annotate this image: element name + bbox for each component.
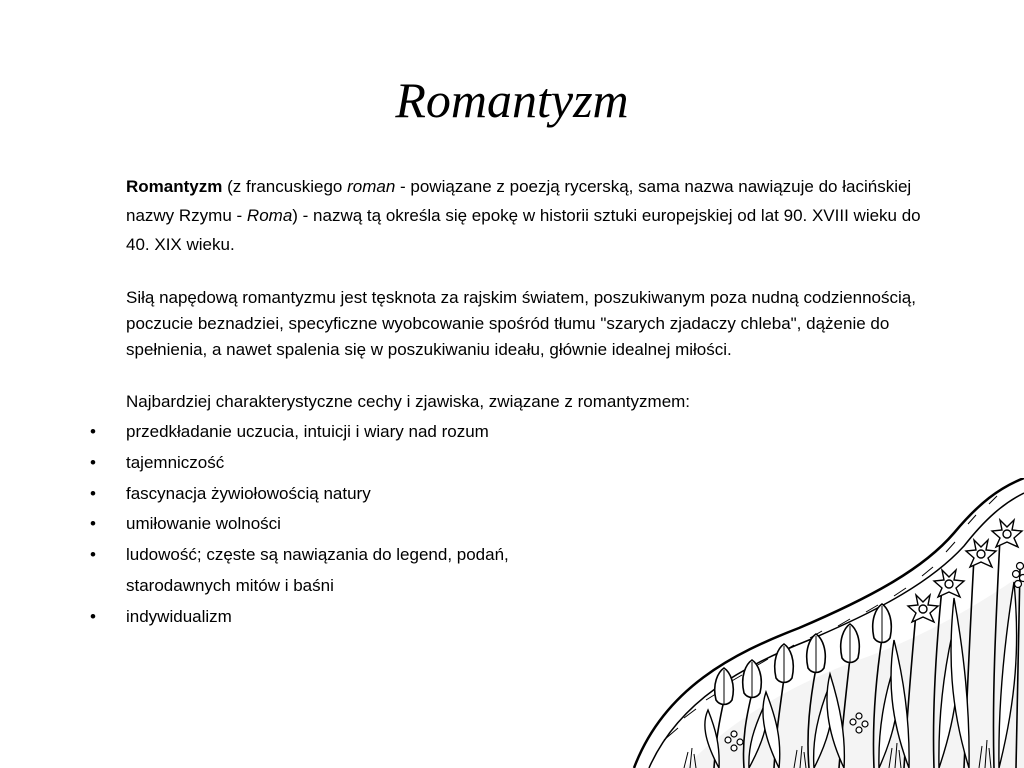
flower-garden-illustration-icon (624, 478, 1024, 768)
paragraph-gap (126, 259, 946, 285)
bullet-icon: • (90, 545, 96, 565)
bullet-icon: • (90, 606, 96, 626)
list-item-text: przedkładanie uczucia, intuicji i wiary nad rozum (126, 422, 489, 441)
list-item (90, 448, 946, 479)
list-item-text: indywidualizm (126, 606, 232, 626)
paragraph-gap (126, 363, 946, 387)
motive-paragraph: Siłą napędową romantyzmu jest tęsknota za rajskim światem, poszukiwanym poza nudną codziennością, poczucie beznadziei, specyficzne wyobcowanie spośród tłumu "szarych zjadaczy chleba", dążenie do spełnienia, a nawet spalenia się w poszukiwaniu ideału, głównie idealnej miłości. (126, 288, 916, 359)
list-item-text: fascynacja żywiołowością natury (126, 483, 371, 503)
intro-text-2: - powiązane z poezją rycerską, sama nazwa nawiązuje do łacińskiej nazwy Rzymu - (126, 177, 912, 225)
intro-text-3: ) - nazwą tą określa się epokę w historii sztuki europejskiej od lat 90. XVIII wieku do 40. XIX wieku. (126, 206, 921, 254)
slide-title: Romantyzm (395, 72, 629, 128)
intro-paragraph (126, 172, 946, 259)
list-item-text: ludowość; częste są nawiązania do legend, podań, (126, 545, 509, 565)
intro-term: Romantyzm (126, 177, 223, 196)
list-item (90, 417, 946, 448)
list-item-text: starodawnych mitów i baśni (126, 575, 334, 595)
bullet-icon: • (90, 422, 96, 441)
intro-text-1: (z francuskiego (222, 177, 348, 196)
intro-word-roman: roman (347, 177, 396, 196)
features-lead: Najbardziej charakterystyczne cechy i zjawiska, związane z romantyzmem: (126, 392, 691, 411)
list-item-text: umiłowanie wolności (126, 514, 281, 534)
intro-word-roma: Roma (246, 206, 293, 225)
list-item-text: tajemniczość (126, 452, 225, 472)
bullet-icon: • (90, 483, 96, 503)
bullet-icon: • (90, 514, 96, 534)
bullet-icon: • (90, 452, 96, 472)
